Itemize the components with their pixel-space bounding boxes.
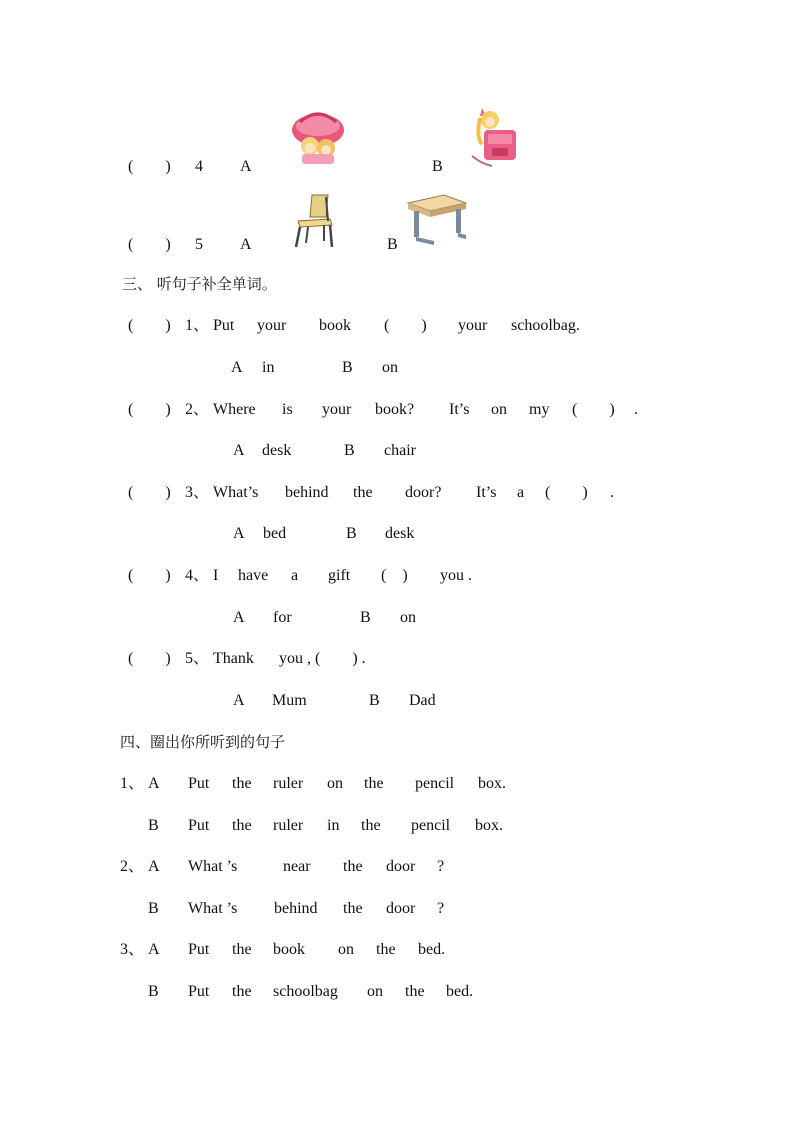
word: your xyxy=(458,317,488,334)
word[interactable]: bed. xyxy=(446,983,474,1000)
option-b-text[interactable]: desk xyxy=(385,525,415,542)
item-number: 1、 xyxy=(120,775,145,792)
option-b-label: B xyxy=(432,158,443,175)
option-a-label: A xyxy=(233,442,245,459)
blank-paren: ( ) xyxy=(384,317,427,334)
word: a xyxy=(517,484,525,501)
word[interactable]: box. xyxy=(478,775,506,792)
word: It’s xyxy=(449,401,470,418)
option-b-label: B xyxy=(369,692,380,709)
word: Thank xyxy=(213,650,254,667)
word[interactable]: schoolbag xyxy=(273,983,338,1000)
word: book? xyxy=(375,401,415,418)
word[interactable]: What ’s xyxy=(188,858,238,875)
word: behind xyxy=(285,484,329,501)
word: Where xyxy=(213,401,256,418)
item-number: 3、 xyxy=(120,941,145,958)
section-4-heading: 四、圈出你所听到的句子 xyxy=(120,733,286,751)
word: you , ( ) . xyxy=(279,650,366,667)
word[interactable]: the xyxy=(343,900,363,917)
option-a-label: A xyxy=(233,525,245,542)
word: It’s xyxy=(476,484,497,501)
option-b-text[interactable]: on xyxy=(382,359,398,376)
option-a-label: A xyxy=(148,858,160,875)
option-a-label: A xyxy=(148,941,160,958)
word: . xyxy=(610,484,614,501)
option-a-label: A xyxy=(148,775,160,792)
answer-paren[interactable]: ( ) xyxy=(128,401,171,418)
word[interactable]: pencil xyxy=(415,775,455,792)
option-a-label: A xyxy=(233,609,245,626)
option-a-text[interactable]: Mum xyxy=(272,692,307,709)
word[interactable]: door xyxy=(386,900,416,917)
answer-paren[interactable]: ( ) xyxy=(128,484,171,501)
option-a-label: A xyxy=(233,692,245,709)
answer-paren[interactable]: ( ) xyxy=(128,236,171,253)
option-a-text[interactable]: for xyxy=(273,609,292,626)
word[interactable]: the xyxy=(232,941,252,958)
word: is xyxy=(282,401,293,418)
option-b-label: B xyxy=(342,359,353,376)
option-b-label: B xyxy=(344,442,355,459)
word[interactable]: the xyxy=(364,775,384,792)
word: your xyxy=(322,401,352,418)
word: the xyxy=(353,484,373,501)
word: your xyxy=(257,317,287,334)
option-a-label: A xyxy=(240,236,252,253)
word: door? xyxy=(405,484,442,501)
word: schoolbag. xyxy=(511,317,580,334)
word[interactable]: Put xyxy=(188,983,210,1000)
option-a-text[interactable]: in xyxy=(262,359,275,376)
word[interactable]: ? xyxy=(437,900,445,917)
word: . xyxy=(634,401,638,418)
word[interactable]: ruler xyxy=(273,817,304,834)
option-b-text[interactable]: chair xyxy=(384,442,416,459)
option-a-label: A xyxy=(231,359,243,376)
section-3-heading: 三、 听句子补全单词。 xyxy=(122,275,277,293)
item-number: 3、 xyxy=(185,484,210,501)
answer-paren[interactable]: ( ) xyxy=(128,567,171,584)
option-a-text[interactable]: desk xyxy=(262,442,292,459)
item-number: 5 xyxy=(195,236,203,253)
word: gift xyxy=(328,567,351,584)
word[interactable]: door xyxy=(386,858,416,875)
option-b-label: B xyxy=(148,900,159,917)
item-number: 5、 xyxy=(185,650,210,667)
word[interactable]: Put xyxy=(188,775,210,792)
girl-with-schoolbag-icon[interactable] xyxy=(462,104,524,170)
answer-paren[interactable]: ( ) xyxy=(128,317,171,334)
word: What’s xyxy=(213,484,259,501)
word[interactable]: bed. xyxy=(418,941,446,958)
word[interactable]: the xyxy=(405,983,425,1000)
word: book xyxy=(319,317,351,334)
item-number: 1、 xyxy=(185,317,210,334)
word[interactable]: the xyxy=(361,817,381,834)
word[interactable]: pencil xyxy=(411,817,451,834)
word[interactable]: the xyxy=(343,858,363,875)
chair-icon[interactable] xyxy=(290,193,336,249)
item-number: 4、 xyxy=(185,567,210,584)
word[interactable]: in xyxy=(327,817,340,834)
option-b-label: B xyxy=(360,609,371,626)
word: I xyxy=(213,567,219,584)
word: my xyxy=(529,401,550,418)
option-b-label: B xyxy=(387,236,398,253)
option-b-text[interactable]: on xyxy=(400,609,416,626)
item-number: 4 xyxy=(195,158,203,175)
option-b-label: B xyxy=(148,817,159,834)
word[interactable]: Put xyxy=(188,941,210,958)
word[interactable]: book xyxy=(273,941,305,958)
word: have xyxy=(238,567,269,584)
blank-paren: ( ) xyxy=(572,401,615,418)
word[interactable]: ? xyxy=(437,858,445,875)
word[interactable]: on xyxy=(327,775,343,792)
word: you . xyxy=(440,567,472,584)
answer-paren[interactable]: ( ) xyxy=(128,650,171,667)
option-a-label: A xyxy=(240,158,252,175)
word[interactable]: the xyxy=(232,775,252,792)
word[interactable]: the xyxy=(232,983,252,1000)
option-a-text[interactable]: bed xyxy=(263,525,287,542)
word[interactable]: behind xyxy=(274,900,318,917)
word[interactable]: ruler xyxy=(273,775,304,792)
word[interactable]: on xyxy=(367,983,383,1000)
option-b-label: B xyxy=(346,525,357,542)
word: on xyxy=(491,401,507,418)
option-b-text[interactable]: Dad xyxy=(409,692,436,709)
gift-box-with-children-icon[interactable] xyxy=(290,108,350,166)
word[interactable]: near xyxy=(283,858,311,875)
blank-paren: ( ) xyxy=(381,567,408,584)
item-number: 2、 xyxy=(185,401,210,418)
word: a xyxy=(291,567,299,584)
desk-icon[interactable] xyxy=(404,193,468,247)
word[interactable]: What ’s xyxy=(188,900,238,917)
word[interactable]: the xyxy=(232,817,252,834)
item-number: 2、 xyxy=(120,858,145,875)
blank-paren: ( ) xyxy=(545,484,588,501)
word[interactable]: on xyxy=(338,941,354,958)
option-b-label: B xyxy=(148,983,159,1000)
word[interactable]: Put xyxy=(188,817,210,834)
answer-paren[interactable]: ( ) xyxy=(128,158,171,175)
word[interactable]: box. xyxy=(475,817,503,834)
word[interactable]: the xyxy=(376,941,396,958)
word: Put xyxy=(213,317,235,334)
